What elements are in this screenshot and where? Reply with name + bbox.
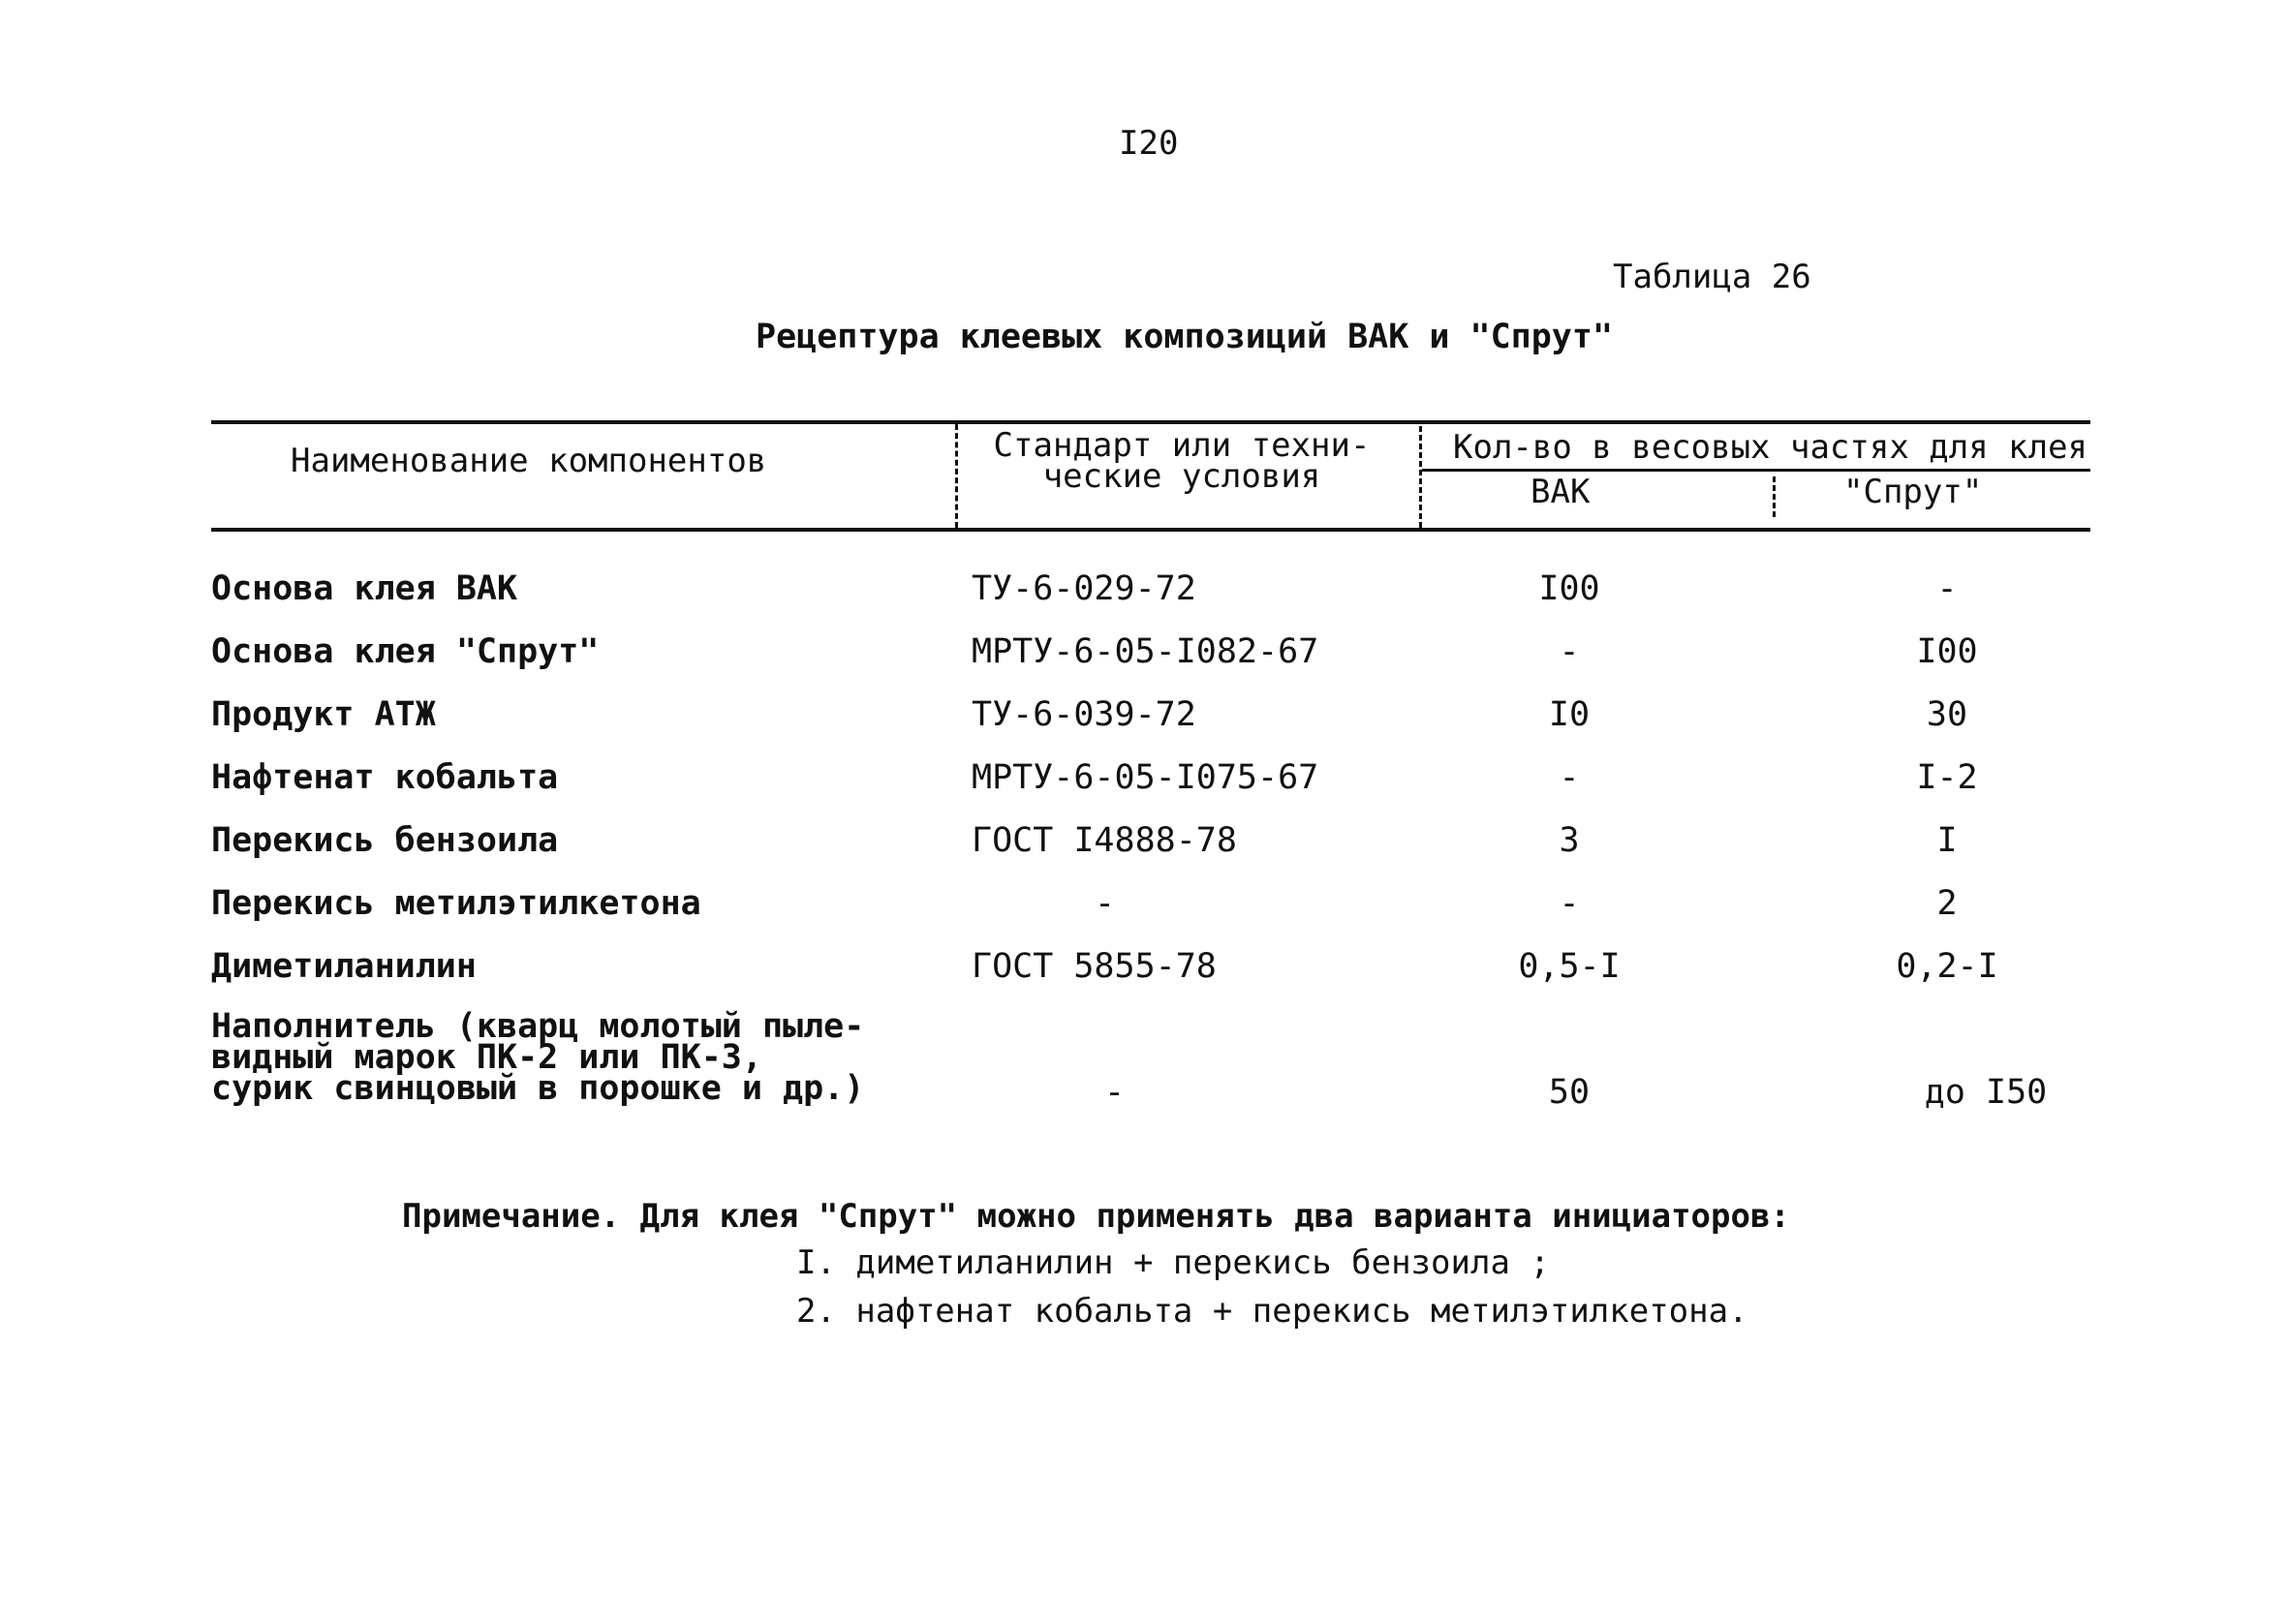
row-sprut: I-2 [1916,758,1978,797]
table-label: Таблица 26 [1613,258,1811,296]
header-standard-line2: ческие условия [1042,457,1321,496]
row-standard: МРТУ-6-05-I075-67 [972,758,1319,797]
header-sub-rule [1422,469,2090,472]
row-name: Основа клея "Спрут" [211,632,600,671]
row-standard: - [1095,884,1116,923]
row-standard: МРТУ-6-05-I082-67 [972,632,1319,671]
header-standard [988,426,1376,496]
row-vak: - [1559,632,1580,671]
filler-row-vak: 50 [1548,1073,1591,1112]
row-name: Диметиланилин [211,947,477,986]
header-bottom-rule [211,528,2090,532]
page-number: I20 [1119,124,1179,163]
row-sprut: 2 [1936,884,1958,923]
filler-row-standard: - [1104,1073,1126,1112]
row-name: Продукт АТЖ [211,695,436,734]
header-quantity: Кол-во в весовых частях для клея [1453,428,2088,467]
row-sprut: - [1936,569,1958,608]
filler-name-line2: видный марок ПК-2 или ПК-3, [211,1038,762,1077]
filler-row-name [211,1007,865,1108]
row-name: Основа клея ВАК [211,569,518,608]
row-vak: I0 [1548,695,1591,734]
row-vak: - [1559,884,1580,923]
row-sprut: I [1936,821,1958,860]
row-vak: 0,5-I [1518,947,1621,986]
header-divider-2 [1419,426,1422,528]
row-name: Перекись метилэтилкетона [211,884,701,923]
filler-name-line1: Наполнитель (кварц молотый пыле- [211,1007,865,1046]
note-item-1: I. диметиланилин + перекись бензоила ; [796,1243,1550,1282]
row-sprut: 0,2-I [1896,947,1998,986]
table-title: Рецептура клеевых композиций ВАК и "Спрут" [756,318,1614,356]
row-standard: ТУ-6-029-72 [972,569,1196,608]
header-divider-1 [955,424,958,528]
row-standard: ГОСТ I4888-78 [972,821,1237,860]
header-divider-3 [1773,476,1776,517]
row-standard: ТУ-6-039-72 [972,695,1196,734]
row-sprut: I00 [1916,632,1978,671]
row-vak: 3 [1559,821,1580,860]
row-name: Нафтенат кобальта [211,758,559,797]
header-name: Наименование компонентов [291,442,767,480]
table-top-rule [211,420,2090,424]
row-vak: - [1559,758,1580,797]
filler-name-line3: сурик свинцовый в порошке и др.) [211,1069,865,1108]
note-item-2: 2. нафтенат кобальта + перекись метилэтилкетона. [796,1292,1748,1331]
row-sprut: 30 [1926,695,1968,734]
header-standard-line1: Стандарт или техни- [993,426,1371,465]
note-main: Примечание. Для клея "Спрут" можно применять два варианта инициаторов: [402,1197,1790,1236]
row-name: Перекись бензоила [211,821,559,860]
header-vak: ВАК [1530,473,1591,511]
header-sprut: "Спрут" [1843,473,1983,511]
row-vak: I00 [1538,569,1600,608]
filler-row-sprut: до I50 [1924,1073,2048,1112]
row-standard: ГОСТ 5855-78 [972,947,1217,986]
